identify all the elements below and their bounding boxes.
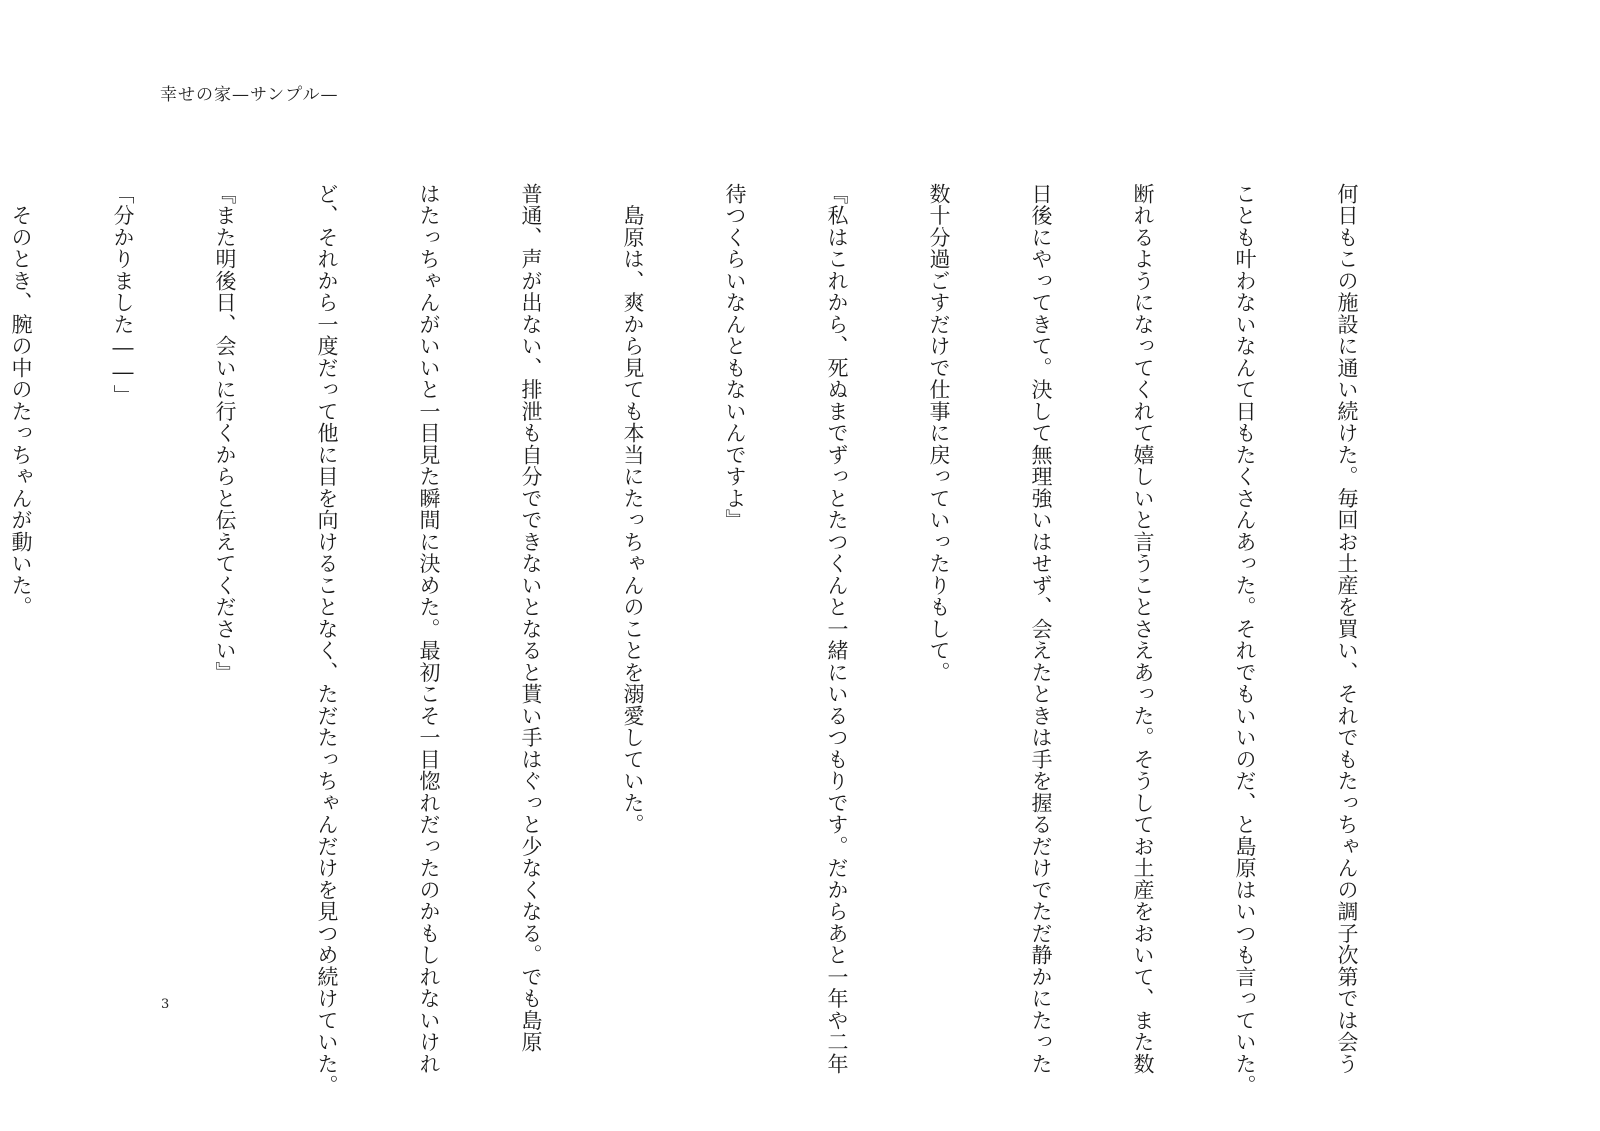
text-line: はたっちゃんがいいと一目見た瞬間に決めた。最初こそ一目惚れだったのかもしれないけれ (417, 183, 441, 1075)
vertical-text-body (9, 183, 1432, 1097)
text-line: 島原は、爽から見ても本当にたっちゃんのことを溺愛していた。 (621, 183, 645, 836)
text-line: 「分かりました――」 (111, 183, 135, 407)
text-line: 何日もこの施設に通い続けた。毎回お土産を買い、それでもたっちゃんの調子次第では会う (1335, 183, 1359, 1075)
text-line: 『また明後日、会いに行くからと伝えてください』 (213, 183, 237, 684)
text-line: 数十分過ごすだけで仕事に戻っていったりもして。 (927, 183, 951, 684)
text-line: 待つくらいなんともないんですよ』 (723, 183, 747, 531)
text-line: そのとき、腕の中のたっちゃんが動いた。 (9, 183, 33, 618)
text-line: 断れるようになってくれて嬉しいと言うことさえあった。そうしてお土産をおいて、また数 (1131, 183, 1155, 1075)
text-line: 普通、声が出ない、排泄も自分でできないとなると貰い手はぐっと少なくなる。でも島原 (519, 183, 543, 1053)
page-number: 3 (161, 997, 170, 1012)
page-header-title: 幸せの家—サンプル— (160, 85, 339, 105)
text-line: ことも叶わないなんて日もたくさんあった。それでもいいのだ、と島原はいつも言っていた。 (1233, 183, 1257, 1097)
text-line: 日後にやってきて。決して無理強いはせず、会えたときは手を握るだけでただ静かにたった (1029, 183, 1053, 1075)
text-line: 『私はこれから、死ぬまでずっとたつくんと一緒にいるつもりです。だからあと一年や二年 (825, 183, 849, 1075)
text-line: ど、それから一度だって他に目を向けることなく、ただたっちゃんだけを見つめ続けていた。 (315, 183, 339, 1097)
